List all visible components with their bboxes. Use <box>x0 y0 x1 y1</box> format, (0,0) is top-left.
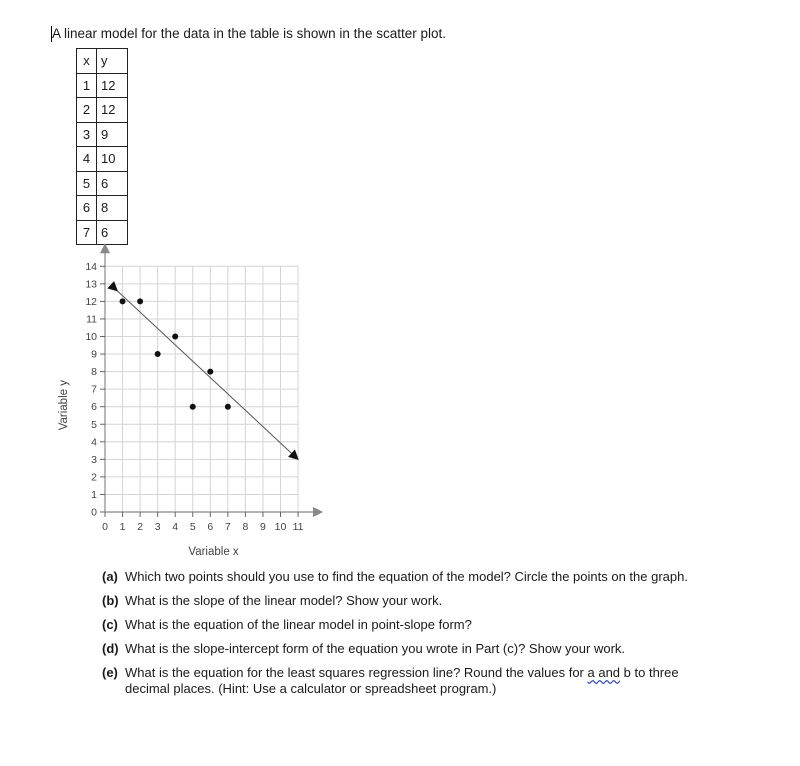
question-e-text <box>125 665 679 680</box>
question-d-text: What is the slope-intercept form of the equation you wrote in Part (c)? Show your work. <box>125 641 626 656</box>
question-b-text: What is the slope of the linear model? Show your work. <box>125 593 443 608</box>
cell-x: 5 <box>77 171 97 196</box>
question-c <box>102 617 742 633</box>
y-tick-label: 7 <box>91 383 97 396</box>
data-point <box>120 298 126 304</box>
y-tick-label: 5 <box>91 418 97 431</box>
cell-x: 1 <box>77 73 97 98</box>
y-tick-label: 10 <box>85 331 97 343</box>
question-e-spellcheck-text: a and <box>587 665 621 680</box>
y-tick-label: 3 <box>91 453 97 466</box>
cell-y: 6 <box>97 171 128 196</box>
question-e-text-part1: What is the equation for the least squares regression line? Round the values for <box>125 665 588 680</box>
intro-text: A linear model for the data in the table is shown in the scatter plot. <box>52 26 446 41</box>
x-tick-label: 5 <box>189 521 196 533</box>
question-a <box>102 569 742 585</box>
cell-x: 4 <box>77 147 97 172</box>
header-x: x <box>77 49 97 74</box>
cell-y: 9 <box>97 122 128 147</box>
question-e-text-part2: b to three <box>620 665 679 680</box>
question-e-label: (e) <box>102 665 118 680</box>
x-tick-label: 1 <box>119 521 126 533</box>
question-b-label: (b) <box>102 593 119 608</box>
cell-x: 3 <box>77 122 97 147</box>
data-point <box>207 369 213 375</box>
x-tick-label: 0 <box>102 521 108 533</box>
x-tick-label: 2 <box>137 521 144 533</box>
y-axis-label: Variable y <box>58 380 70 431</box>
cell-y: 8 <box>97 196 128 221</box>
question-e-text-line2: decimal places. (Hint: Use a calculator or spreadsheet program.) <box>125 681 497 696</box>
question-a-label: (a) <box>102 569 118 584</box>
y-tick-label: 8 <box>91 366 97 379</box>
cell-y: 6 <box>97 220 128 245</box>
data-point <box>190 404 196 410</box>
data-point <box>155 351 161 357</box>
y-tick-label: 12 <box>85 295 97 308</box>
y-tick-label: 11 <box>86 313 97 326</box>
x-tick-label: 9 <box>260 521 266 533</box>
x-tick-label: 6 <box>207 521 214 533</box>
question-a-text: Which two points should you use to find the equation of the model? Circle the points on the graph. <box>125 569 688 584</box>
question-d <box>102 641 742 657</box>
y-tick-label: 1 <box>91 488 97 501</box>
y-tick-label: 2 <box>91 471 97 484</box>
data-point <box>172 334 178 340</box>
cell-x: 2 <box>77 98 97 123</box>
y-tick-label: 6 <box>91 401 97 414</box>
y-tick-label: 0 <box>91 506 97 519</box>
cell-y: 12 <box>97 73 128 98</box>
y-tick-label: 14 <box>85 260 97 273</box>
x-tick-label: 7 <box>224 521 231 533</box>
cell-y: 12 <box>97 98 128 123</box>
cell-x: 7 <box>77 220 97 245</box>
y-tick-label: 4 <box>91 436 97 449</box>
model-line <box>117 291 298 459</box>
x-tick-label: 3 <box>154 521 161 533</box>
x-tick-label: 4 <box>172 521 179 533</box>
x-tick-label: 10 <box>274 521 287 533</box>
data-point <box>137 298 143 304</box>
question-c-text: What is the equation of the linear model in point-slope form? <box>125 617 472 632</box>
x-tick-label: 8 <box>242 521 249 533</box>
y-tick-label: 13 <box>85 278 97 291</box>
header-y: y <box>97 49 128 74</box>
cell-y: 10 <box>97 147 128 172</box>
question-e <box>102 665 742 697</box>
question-d-label: (d) <box>102 641 119 656</box>
x-axis-label: Variable x <box>188 546 239 558</box>
data-point <box>225 404 231 410</box>
y-tick-label: 9 <box>91 348 97 361</box>
x-tick-label: 11 <box>292 521 304 533</box>
question-c-label: (c) <box>102 617 118 632</box>
cell-x: 6 <box>77 196 97 221</box>
question-b <box>102 593 742 609</box>
